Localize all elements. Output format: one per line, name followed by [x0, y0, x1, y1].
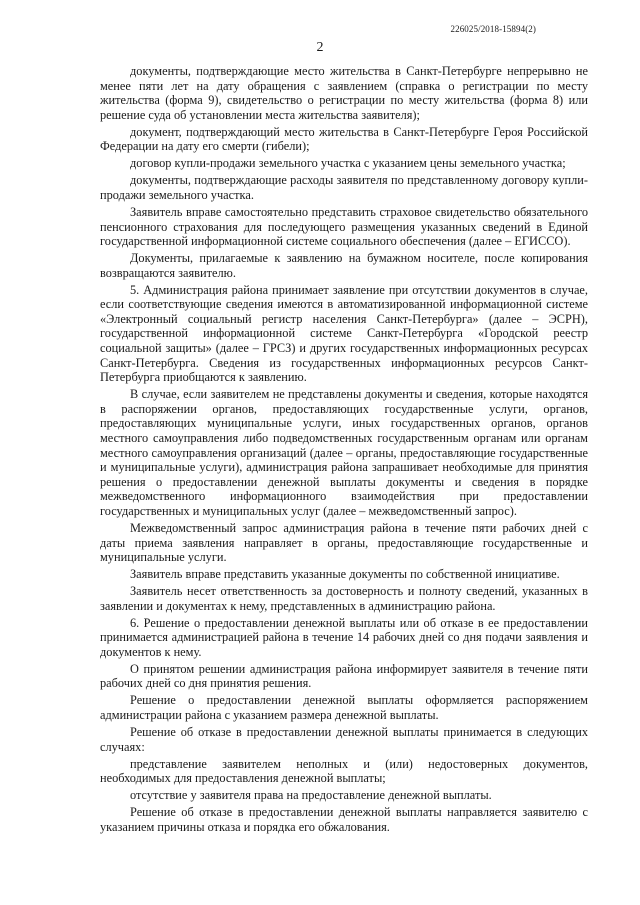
paragraph-pension-certificate: Заявитель вправе самостоятельно представить страховое свидетельство обязательного пенсионного страхования для последующего размещения указанных сведений в Единой государственной информационной системе социального обеспечения (далее – ЕГИССО).: [100, 204, 588, 249]
paragraph-applicant-responsibility: Заявитель несет ответственность за достоверность и полноту сведений, указанных в заявлении и документах к нему, представленных в администрацию района.: [100, 584, 588, 613]
paragraph-residence-documents: документы, подтверждающие место жительства в Санкт-Петербурге непрерывно не менее пяти лет на дату обращения с заявлением (справка о регистрации по месту жительства (форма 9), свидетельство о регистрации по месту жительства (форма 8) или решение суда об установлении места жительства заявителя);: [100, 64, 588, 122]
paragraph-own-initiative: Заявитель вправе представить указанные документы по собственной инициативе.: [130, 567, 560, 582]
document-registration-number: 226025/2018-15894(2): [450, 24, 536, 34]
paragraph-decision-notification: О принятом решении администрация района информирует заявителя в течение пяти рабочих дней со дня принятия решения.: [100, 661, 588, 691]
paragraph-hero-residence-document: документ, подтверждающий место жительства в Санкт-Петербурге Героя Российской Федерации на дату его смерти (гибели);: [100, 124, 588, 154]
paragraph-documents-returned: Документы, прилагаемые к заявлению на бумажном носителе, после копирования возвращаются заявителю.: [100, 251, 588, 280]
paragraph-grant-decision: Решение о предоставлении денежной выплаты оформляется распоряжением администрации района с указанием размера денежной выплаты.: [100, 693, 588, 723]
paragraph-section-5: 5. Администрация района принимает заявление при отсутствии документов в случае, если соответствующие сведения имеются в автоматизированной информационной системе «Электронный социальный регистр населения Санкт-Петербурга» (далее – ЭСРН), государственной информационной системе Санкт-Петербурга «Городской реестр социальной защиты» (далее – ГРСЗ) и других государственных информационных ресурсах Санкт-Петербурга. Сведения из государственных информационных ресурсов Санкт-Петербурга приобщаются к заявлению.: [100, 282, 588, 385]
paragraph-sale-contract: договор купли-продажи земельного участка с указанием цены земельного участка;: [130, 156, 566, 171]
paragraph-request-deadline: Межведомственный запрос администрация района в течение пяти рабочих дней с даты приема заявления направляет в органы, предоставляющие государственные и муниципальные услуги.: [100, 520, 588, 565]
paragraph-interagency-request: В случае, если заявителем не представлены документы и сведения, которые находятся в распоряжении органов, предоставляющих государственные услуги, органов, предоставляющих муниципальные услуги, иных государственных органов, органов местного самоуправления либо подведомственных государственным органам или органам местного самоуправления организаций (далее – органы, предоставляющие государственные и муниципальные услуги), администрация района запрашивает необходимые для принятия решения о предоставлении денежной выплаты документы и сведения в порядке межведомственного информационного взаимодействия при предоставлении государственных и муниципальных услуг (далее – межведомственный запрос).: [100, 387, 588, 518]
paragraph-refusal-cases: Решение об отказе в предоставлении денежной выплаты принимается в следующих случаях:: [100, 725, 588, 754]
paragraph-section-6: 6. Решение о предоставлении денежной выплаты или об отказе в ее предоставлении принимается администрацией района в течение 14 рабочих дней со дня подачи заявления и документов к нему.: [100, 615, 588, 659]
paragraph-refusal-notification: Решение об отказе в предоставлении денежной выплаты направляется заявителю с указанием причины отказа и порядка его обжалования.: [100, 805, 588, 834]
document-body: [100, 64, 588, 837]
paragraph-refusal-no-right: отсутствие у заявителя права на предоставление денежной выплаты.: [130, 788, 492, 803]
paragraph-refusal-incomplete-documents: представление заявителем неполных и (или) недостоверных документов, необходимых для предоставления денежной выплаты;: [100, 756, 588, 786]
page-number: 2: [316, 40, 324, 55]
paragraph-expense-documents: документы, подтверждающие расходы заявителя по представленному договору купли-продажи земельного участка.: [100, 173, 588, 202]
